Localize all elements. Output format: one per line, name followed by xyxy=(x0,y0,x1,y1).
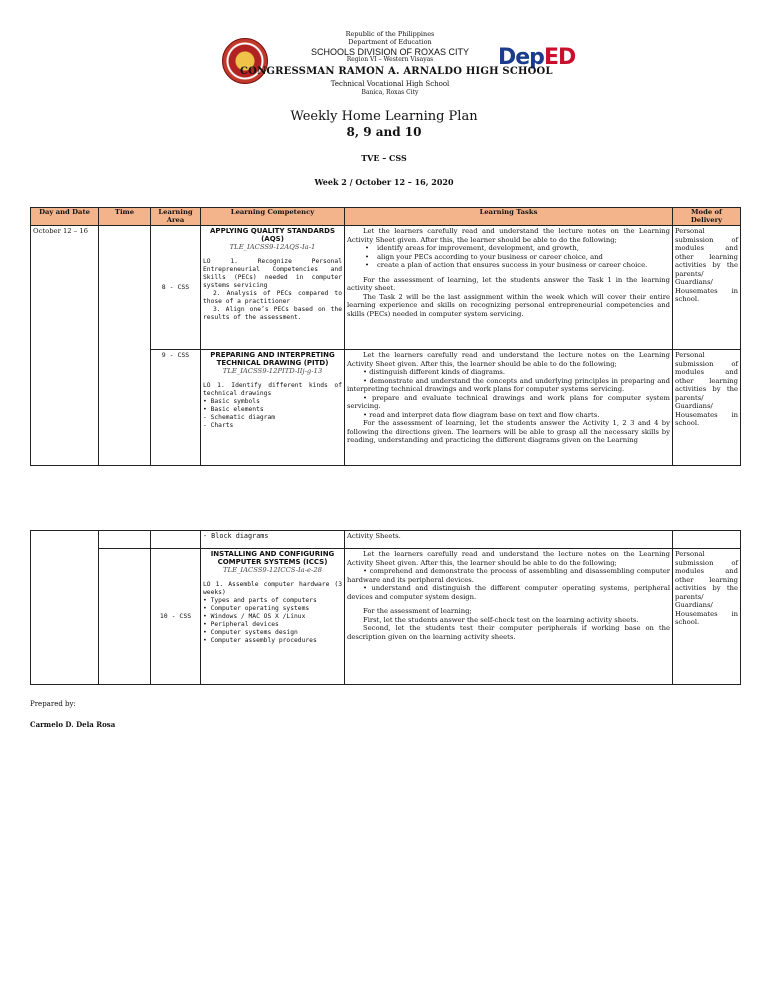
day-cell xyxy=(31,531,99,685)
signer-name: Carmelo D. Dela Rosa xyxy=(30,720,116,729)
competency-cell xyxy=(201,350,345,466)
mode-cell: Personal submission of modules and other learning activities by the parents/ Guardians/ Housemates in school. xyxy=(673,226,741,350)
list-item: • align your PECs according to your business or career choice, and xyxy=(377,253,670,262)
col-header-time: Time xyxy=(99,208,151,226)
table-row xyxy=(31,531,741,549)
learning-objective: LO 1. Assemble computer hardware (3 weeks) • Types and parts of computers • Computer operating systems • Windows / MAC OS X /Linux • Peripheral devices • Computer systems design • Computer assembly procedures xyxy=(203,580,342,644)
prepared-by-label: Prepared by: xyxy=(30,700,76,708)
competency-title: INSTALLING AND CONFIGURING COMPUTER SYSTEMS (ICCS) xyxy=(210,550,335,566)
time-cell xyxy=(99,226,151,466)
learning-objective: LO 1. Identify different kinds of technical drawings • Basic symbols • Basic elements - Schematic diagram - Charts xyxy=(203,381,342,429)
competency-cell: - Block diagrams xyxy=(201,531,345,549)
learning-plan-table xyxy=(30,207,741,466)
header-region: Region VI – Western Visayas xyxy=(346,56,434,63)
grade-levels: 8, 9 and 10 xyxy=(346,125,422,139)
competency-cell xyxy=(201,549,345,685)
table-row xyxy=(31,226,741,350)
competency-code: TLE_IACSS9-12ICCS-Ia-e-28 xyxy=(223,566,322,574)
time-cell xyxy=(99,531,151,549)
mode-cell xyxy=(673,531,741,549)
tasks-cell: Let the learners carefully read and understand the lecture notes on the Learning Activity Sheet given. After this, the learner should be able to do the following; • distinguish different kinds of diagrams. • demonstrate and understand the concepts and underlying principles in preparing and interpreting technical drawings and work plans for computer systems servicing. • prepare and evaluate technical drawings and work plans for computer system servicing. • read and interpret data flow diagram base on text and flow charts. For the assessment of learning, let the students answer the Activity 1, 2 3 and 4 by following the directions given. The learners will be able to grasp all the necessary skills by reading, understanding and practicing the different diagrams given on the Learning xyxy=(345,350,673,466)
col-header-tasks: Learning Tasks xyxy=(345,208,673,226)
area-cell: 10 - CSS xyxy=(151,549,201,685)
competency-title: PREPARING AND INTERPRETING TECHNICAL DRAWING (PITD) xyxy=(210,351,335,367)
tasks-cell: Let the learners carefully read and understand the lecture notes on the Learning Activity Sheet given. After this, the learner should be able to do the following; • identify areas for improvement, development, and growth, • align your PECs according to your business or career choice, and • create a plan of action that ensures success in your business or career choice. For the assessment of learning, let the students answer the Task 1 in the learning activity sheet. The Task 2 will be the last assignment within the week which will cover their entire learning experience and skills on recognizing personal entrepreneurial competencies and skills (PECs) needed in computer system servicing. xyxy=(345,226,673,350)
competency-code: TLE_IACSS9-12AQS-Ia-1 xyxy=(229,243,316,251)
day-cell: October 12 – 16 xyxy=(31,226,99,466)
competency-code: TLE_IACSS9-12PITD-IIj-g-13 xyxy=(222,367,323,375)
col-header-mode: Mode of Delivery xyxy=(673,208,741,226)
header-republic: Republic of the Philippines xyxy=(345,30,435,38)
list-item: • identify areas for improvement, development, and growth, xyxy=(377,244,670,253)
learning-objective: LO 1. Recognize Personal Entrepreneurial Competencies and Skills (PECs) needed in computer systems servicing 2. Analysis of PECs compared to those of a practitioner 3. Align one’s PECs based on the results of the assessment. xyxy=(203,257,342,321)
header-division: SCHOOLS DIVISION OF ROXAS CITY xyxy=(310,47,470,57)
col-header-competency: Learning Competency xyxy=(201,208,345,226)
table-row xyxy=(31,549,741,685)
competency-title: APPLYING QUALITY STANDARDS (AQS) xyxy=(210,227,335,243)
header-address: Banica, Roxas City xyxy=(361,89,419,96)
col-header-day: Day and Date xyxy=(31,208,99,226)
subject-label: TVE – CSS xyxy=(361,153,407,163)
mode-cell: Personal submission of modules and other learning activities by the parents/ Guardians/ Housemates in school. xyxy=(673,350,741,466)
week-label: Week 2 / October 12 – 16, 2020 xyxy=(314,177,454,187)
col-header-area: Learning Area xyxy=(151,208,201,226)
table-header-row xyxy=(31,208,741,226)
page-title: Weekly Home Learning Plan xyxy=(290,109,478,124)
tasks-cell: Activity Sheets. xyxy=(345,531,673,549)
area-cell: 9 - CSS xyxy=(151,350,201,466)
learning-plan-table-continued xyxy=(30,530,741,685)
tasks-cell: Let the learners carefully read and understand the lecture notes on the Learning Activity Sheet given. After this, the learner should be able to do the following; • comprehend and demonstrate the process of assembling and disassembling computer hardware and its peripheral devices. • understand and distinguish the different computer operating systems, peripheral devices and computer system design. For the assessment of learning; First, let the students answer the self-check test on the learning activity sheets. Second, let the students test their computer peripherals if working base on the description given on the learning activity sheets. xyxy=(345,549,673,685)
deped-logo: DepED xyxy=(498,45,576,70)
header-school-name: CONGRESSMAN RAMON A. ARNALDO HIGH SCHOOL xyxy=(240,66,553,77)
list-item: • create a plan of action that ensures success in your business or career choice. xyxy=(377,261,670,270)
header-school-type: Technical Vocational High School xyxy=(330,80,450,88)
header-department: Department of Education xyxy=(348,38,432,46)
time-cell xyxy=(99,549,151,685)
area-cell: 8 - CSS xyxy=(151,226,201,350)
area-cell xyxy=(151,531,201,549)
competency-cell xyxy=(201,226,345,350)
mode-cell: Personal submission of modules and other learning activities by the parents/ Guardians/ Housemates in school. xyxy=(673,549,741,685)
